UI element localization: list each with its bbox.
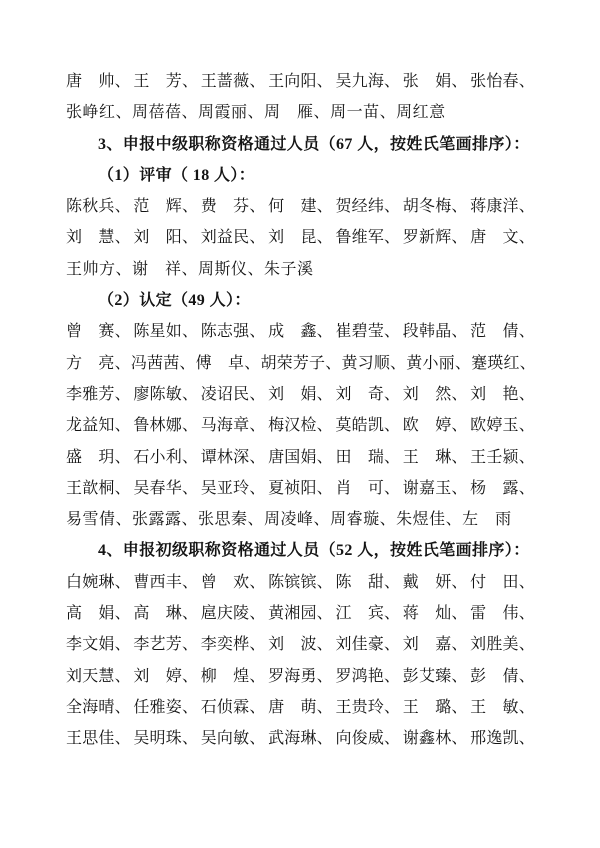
person-name: 吴向敏、 xyxy=(200,730,266,748)
person-name: 付 田、 xyxy=(470,573,535,591)
person-name: 唐 文、 xyxy=(470,229,535,247)
person-name: 周睿璇、 xyxy=(330,511,397,529)
person-name: 鲁维军、 xyxy=(335,229,401,247)
person-name: 张思秦、 xyxy=(198,511,265,529)
person-name: 张怡春、 xyxy=(470,73,535,90)
person-name: 石小利、 xyxy=(133,448,199,466)
person-name: 刘 艳、 xyxy=(470,385,535,403)
person-name: 张峥红、 xyxy=(66,104,133,122)
person-name: 王 璐、 xyxy=(402,698,468,716)
person-name: 梅汉检、 xyxy=(268,417,333,435)
person-name: 陈星如、 xyxy=(133,323,199,341)
person-name: 吴明珠、 xyxy=(133,730,199,748)
person-name: 范 辉、 xyxy=(133,198,199,216)
person-name: 周蓓蓓、 xyxy=(132,104,199,122)
person-name: 傅 卓、 xyxy=(195,354,261,372)
person-name: 冯茜茜、 xyxy=(130,354,196,372)
names-line xyxy=(66,692,535,723)
person-name: 刘 娟、 xyxy=(268,385,333,403)
names-line xyxy=(66,661,535,692)
document-content xyxy=(66,66,535,755)
person-name: 高 琳、 xyxy=(133,605,199,623)
names-line xyxy=(66,316,535,347)
person-name: 范 倩、 xyxy=(470,323,535,341)
names-line xyxy=(66,348,535,379)
person-name: 吴春华、 xyxy=(133,479,199,497)
person-name: 易雪倩、 xyxy=(66,511,133,529)
person-name: 左 雨 xyxy=(462,511,512,529)
person-name: 刘佳豪、 xyxy=(335,636,401,654)
person-name: 杨 露、 xyxy=(470,479,535,497)
person-name: 刘 然、 xyxy=(402,385,468,403)
person-name: 王歆桐、 xyxy=(66,479,131,497)
person-name: 蒋康洋、 xyxy=(470,198,535,216)
names-line xyxy=(66,598,535,629)
names-line xyxy=(66,504,535,535)
person-name: 周 雁、 xyxy=(264,104,331,122)
person-name: 周凌峰、 xyxy=(264,511,331,529)
person-name: 刘 昆、 xyxy=(268,229,333,247)
person-name: 高 娟、 xyxy=(66,605,131,623)
person-name: 廖陈敏、 xyxy=(133,385,199,403)
person-name: 全海晴、 xyxy=(66,698,131,716)
names-line xyxy=(66,473,535,504)
subsection-heading: （1）评审（ 18 人）： xyxy=(98,166,256,184)
person-name: 王 琳、 xyxy=(402,448,468,466)
person-name: 黄习顺、 xyxy=(341,354,407,372)
person-name: 武海琳、 xyxy=(268,730,333,748)
person-name: 周霞丽、 xyxy=(198,104,265,122)
person-name: 罗鸿艳、 xyxy=(335,667,401,685)
person-name: 周红意 xyxy=(396,104,446,122)
names-line xyxy=(66,723,535,754)
person-name: 周一苗、 xyxy=(330,104,397,122)
person-name: 谢嘉玉、 xyxy=(402,479,468,497)
person-name: 王思佳、 xyxy=(66,730,131,748)
person-name: 蹇瑛红、 xyxy=(471,354,536,372)
person-name: 朱子溪 xyxy=(264,260,314,278)
person-name: 罗海勇、 xyxy=(268,667,333,685)
person-name: 任雅姿、 xyxy=(133,698,199,716)
person-name: 周斯仪、 xyxy=(198,260,265,278)
person-name: 陈志强、 xyxy=(200,323,266,341)
person-name: 张 娟、 xyxy=(402,73,468,90)
person-name: 李艺芳、 xyxy=(133,636,199,654)
person-name: 胡冬梅、 xyxy=(402,198,468,216)
person-name: 刘天慧、 xyxy=(66,667,131,685)
person-name: 陈秋兵、 xyxy=(66,198,131,216)
person-name: 王帅方、 xyxy=(66,260,133,278)
person-name: 曾 赛、 xyxy=(66,323,131,341)
person-name: 江 宾、 xyxy=(335,605,401,623)
person-name: 何 建、 xyxy=(268,198,333,216)
person-name: 谢 祥、 xyxy=(132,260,199,278)
person-name: 王 敏、 xyxy=(470,698,535,716)
names-line xyxy=(66,379,535,410)
person-name: 崔碧莹、 xyxy=(335,323,401,341)
person-name: 吴亚玲、 xyxy=(200,479,266,497)
person-name: 彭 倩、 xyxy=(470,667,535,685)
person-name: 刘益民、 xyxy=(200,229,266,247)
person-name: 张露露、 xyxy=(132,511,199,529)
person-name: 雷 伟、 xyxy=(470,605,535,623)
person-name: 凌诏民、 xyxy=(200,385,266,403)
person-name: 曾 欢、 xyxy=(200,573,266,591)
person-name: 蒋 灿、 xyxy=(402,605,468,623)
person-name: 唐 帅、 xyxy=(66,73,131,90)
person-name: 罗新辉、 xyxy=(402,229,468,247)
person-name: 彭艾臻、 xyxy=(402,667,468,685)
person-name: 费 芬、 xyxy=(200,198,266,216)
names-line xyxy=(66,254,535,285)
person-name: 田 瑞、 xyxy=(335,448,401,466)
person-name: 李文娟、 xyxy=(66,636,131,654)
person-name: 邢逸凯、 xyxy=(470,730,535,748)
names-line xyxy=(66,66,535,97)
person-name: 白婉琳、 xyxy=(66,573,131,591)
names-line xyxy=(66,567,535,598)
person-name: 陈 甜、 xyxy=(335,573,401,591)
person-name: 陈镔镔、 xyxy=(268,573,333,591)
person-name: 向俊威、 xyxy=(335,730,401,748)
person-name: 王贵玲、 xyxy=(335,698,401,716)
person-name: 盛 玥、 xyxy=(66,448,131,466)
person-name: 欧婷玉、 xyxy=(470,417,535,435)
names-line xyxy=(66,442,535,473)
person-name: 李奕桦、 xyxy=(200,636,266,654)
person-name: 夏祯阳、 xyxy=(268,479,333,497)
person-name: 谢鑫林、 xyxy=(402,730,468,748)
person-name: 刘胜美、 xyxy=(470,636,535,654)
person-name: 莫皓凯、 xyxy=(335,417,401,435)
person-name: 吴九海、 xyxy=(335,73,401,90)
person-name: 刘 婷、 xyxy=(133,667,199,685)
person-name: 戴 妍、 xyxy=(402,573,468,591)
person-name: 扈庆陵、 xyxy=(200,605,266,623)
subsection-heading: （2）认定（49 人）： xyxy=(98,292,251,310)
names-line xyxy=(66,191,535,222)
person-name: 段韩晶、 xyxy=(402,323,468,341)
person-name: 刘 慧、 xyxy=(66,229,131,247)
person-name: 马海章、 xyxy=(200,417,266,435)
person-name: 王蔷薇、 xyxy=(200,73,266,90)
person-name: 欧 婷、 xyxy=(402,417,468,435)
person-name: 王向阳、 xyxy=(268,73,333,90)
person-name: 曹西丰、 xyxy=(133,573,199,591)
person-name: 柳 煌、 xyxy=(200,667,266,685)
person-name: 唐国娟、 xyxy=(268,448,333,466)
person-name: 刘 嘉、 xyxy=(402,636,468,654)
section-heading: 4、申报初级职称资格通过人员（52 人，按姓氏笔画排序）： xyxy=(98,542,530,560)
person-name: 肖 可、 xyxy=(335,479,401,497)
names-line xyxy=(66,629,535,660)
person-name: 李雅芳、 xyxy=(66,385,131,403)
person-name: 王壬颍、 xyxy=(470,448,535,466)
person-name: 黄湘园、 xyxy=(268,605,333,623)
person-name: 唐 萌、 xyxy=(268,698,333,716)
person-name: 贺经纬、 xyxy=(335,198,401,216)
names-line xyxy=(66,410,535,441)
person-name: 龙益知、 xyxy=(66,417,131,435)
person-name: 朱煜佳、 xyxy=(396,511,463,529)
names-line xyxy=(66,222,535,253)
person-name: 刘 奇、 xyxy=(335,385,401,403)
person-name: 鲁林娜、 xyxy=(133,417,199,435)
person-name: 王 芳、 xyxy=(133,73,199,90)
person-name: 成 鑫、 xyxy=(268,323,333,341)
person-name: 胡荣芳子、 xyxy=(260,354,342,372)
person-name: 黄小丽、 xyxy=(406,354,472,372)
person-name: 方 亮、 xyxy=(66,354,131,372)
person-name: 刘 阳、 xyxy=(133,229,199,247)
section-heading: 3、申报中级职称资格通过人员（67 人，按姓氏笔画排序）： xyxy=(98,135,530,153)
names-line xyxy=(66,97,535,128)
person-name: 谭林深、 xyxy=(200,448,266,466)
person-name: 石侦霖、 xyxy=(200,698,266,716)
person-name: 刘 波、 xyxy=(268,636,333,654)
